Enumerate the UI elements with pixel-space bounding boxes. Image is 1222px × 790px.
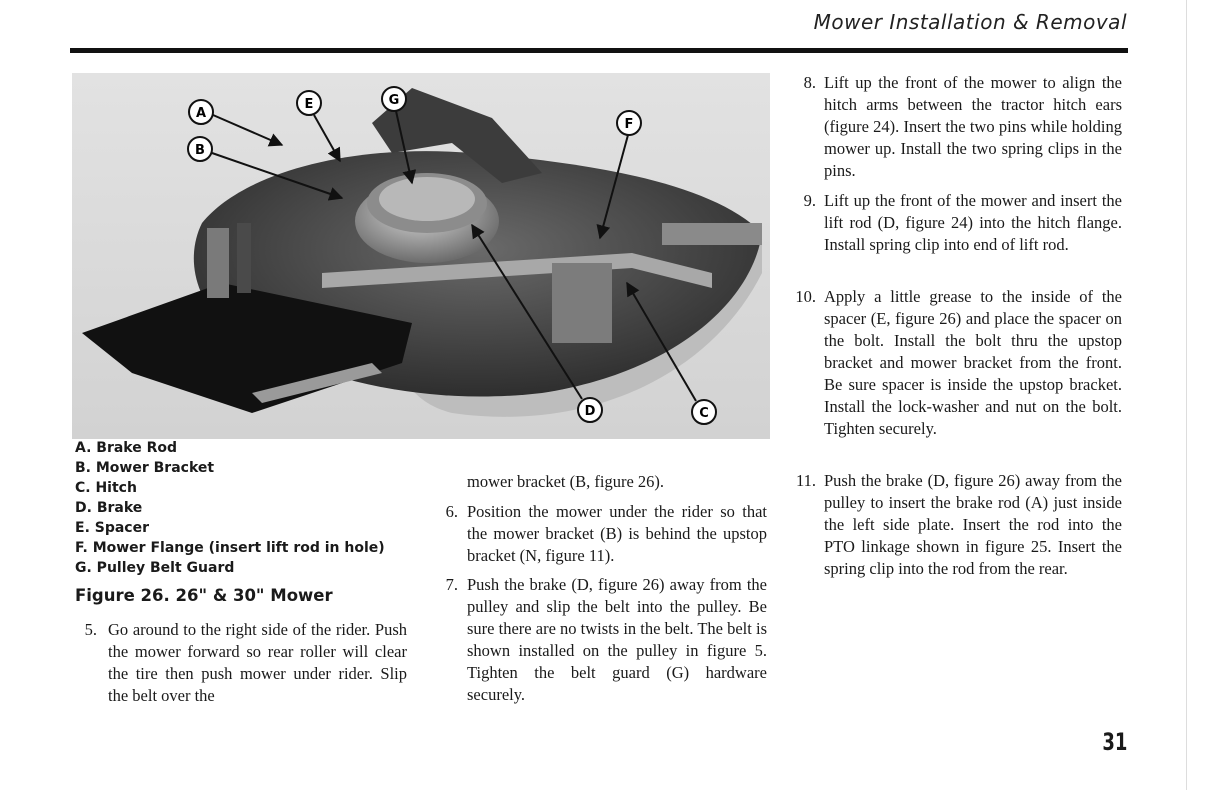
header-rule bbox=[70, 48, 1128, 53]
legend-item-f: F. Mower Flange (insert lift rod in hole) bbox=[75, 540, 385, 556]
step-text: Push the brake (D, figure 26) away from the pulley and slip the belt into the pulley. Be sure there are no twists in the belt. The belt is shown installed on the pulley in figure 5. Tighten the belt guard (G) hardware securely. bbox=[467, 575, 767, 704]
legend-item-e: E. Spacer bbox=[75, 520, 150, 536]
step-text: Push the brake (D, figure 26) away from the pulley to insert the brake rod (A) just inside the left side plate. Insert the rod into the PTO linkage shown in figure 25. Insert the spring clip into the rod from the rear. bbox=[824, 471, 1122, 578]
step-7 bbox=[440, 574, 767, 706]
callout-B-label: B bbox=[195, 143, 205, 158]
figure-title: Figure 26. 26" & 30" Mower bbox=[75, 586, 333, 605]
page-header-title: Mower Installation & Removal bbox=[813, 10, 1127, 34]
step-10 bbox=[790, 286, 1122, 440]
legend-item-g: G. Pulley Belt Guard bbox=[75, 560, 235, 576]
step-5-continued bbox=[467, 471, 767, 493]
callout-E-label: E bbox=[304, 97, 314, 112]
step-9 bbox=[790, 190, 1122, 256]
step-11 bbox=[790, 470, 1122, 580]
step-number: 11. bbox=[795, 471, 816, 490]
legend-item-c: C. Hitch bbox=[75, 480, 137, 496]
figure-legend bbox=[75, 438, 385, 578]
legend-item-d: D. Brake bbox=[75, 500, 143, 516]
step-text: Apply a little grease to the inside of the spacer (E, figure 26) and place the spacer on the bolt. Install the bolt thru the upstop bracket and mower bracket from the front. Be sure spacer is inside the upstop bracket. Install the lock-washer and nut on the bolt. Tighten securely. bbox=[824, 287, 1122, 438]
step-text: mower bracket (B, figure 26). bbox=[467, 472, 665, 491]
page-number: 31 bbox=[1101, 728, 1127, 756]
step-text: Lift up the front of the mower and insert the lift rod (D, figure 24) into the hitch flange. Install spring clip into end of lift rod. bbox=[824, 191, 1122, 254]
page-edge bbox=[1186, 0, 1187, 790]
step-number: 5. bbox=[84, 620, 97, 639]
mower-photo-figure bbox=[72, 73, 770, 439]
step-text: Lift up the front of the mower to align the hitch arms between the tractor hitch ears (figure 24). Insert the two pins while holding mower up. Install the two spring clips in the pins. bbox=[824, 73, 1122, 180]
step-6 bbox=[440, 501, 767, 567]
step-8 bbox=[790, 72, 1122, 182]
step-5 bbox=[83, 619, 407, 707]
step-number: 6. bbox=[445, 502, 458, 521]
step-number: 7. bbox=[445, 575, 458, 594]
callout-F-label: F bbox=[624, 117, 634, 132]
legend-item-a: A. Brake Rod bbox=[75, 440, 178, 456]
step-number: 8. bbox=[803, 73, 816, 92]
mower-photo bbox=[72, 73, 770, 439]
step-number: 9. bbox=[803, 191, 816, 210]
legend-item-b: B. Mower Bracket bbox=[75, 460, 215, 476]
callout-D-label: D bbox=[584, 404, 596, 419]
callout-G-label: G bbox=[388, 93, 400, 108]
callout-C-label: C bbox=[699, 406, 709, 421]
callout-A-label: A bbox=[195, 106, 207, 121]
step-number: 10. bbox=[795, 287, 816, 306]
step-text: Position the mower under the rider so that the mower bracket (B) is behind the upstop bracket (N, figure 11). bbox=[467, 502, 767, 565]
step-text: Go around to the right side of the rider. Push the mower forward so rear roller will clear the tire then push mower under rider. Slip the belt over the bbox=[108, 620, 407, 705]
